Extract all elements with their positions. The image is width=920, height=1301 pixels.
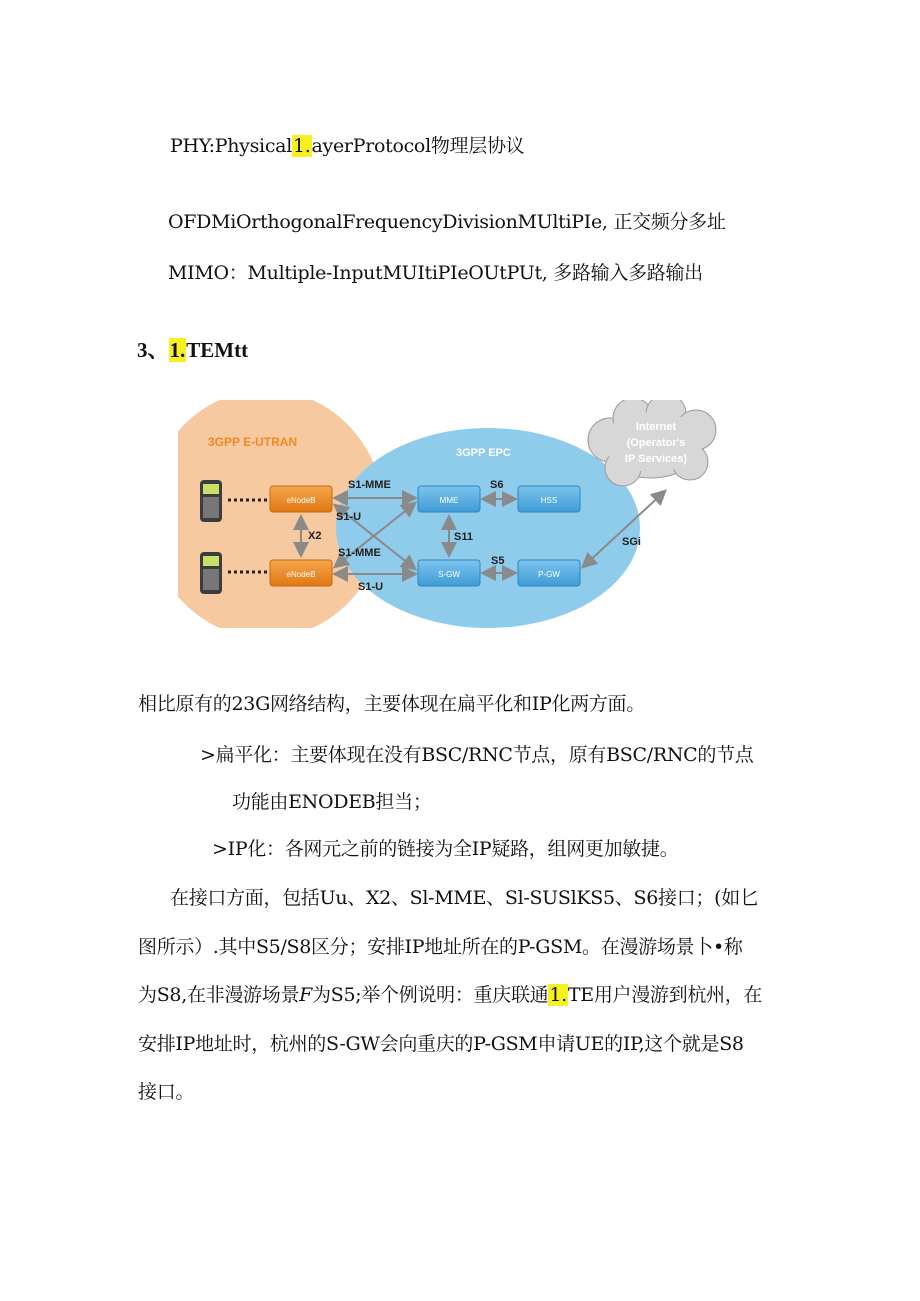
ofdm-definition: OFDMiOrthogonalFrequencyDivisionMUltiPIe, 正交频分多址 (168, 211, 726, 233)
x2-label: X2 (308, 530, 322, 542)
ue-phone-icon (200, 480, 222, 522)
paragraph-interface-2: 图所示）.其中S5/S8区分；安排IP地址所在的P-GSM。在漫游场景卜•称 (138, 936, 743, 958)
s1mme-bottom-label: S1-MME (338, 547, 381, 559)
s1mme-top-label: S1-MME (348, 479, 391, 491)
internet-label-1: Internet (635, 421, 677, 433)
interface-3-mid: 为S5;举个例说明：重庆联通 (312, 984, 549, 1006)
phy-suffix: ayerProtocol物理层协议 (311, 135, 525, 157)
enodeb-top-label: eNodeB (286, 496, 316, 505)
internet-label-3: IP Services) (624, 453, 688, 465)
highlight-mark: 1. (169, 338, 186, 362)
s11-label: S11 (454, 531, 473, 543)
paragraph-interface-1: 在接口方面，包括Uu、X2、Sl-MME、Sl-SUSlKS5、S6接口；(如匕 (170, 887, 759, 909)
highlight-mark: 1. (292, 135, 311, 157)
ue-phone-icon (200, 552, 222, 594)
sgi-label: SGi (622, 536, 641, 548)
paragraph-intro: 相比原有的23G网络结构，主要体现在扁平化和IP化两方面。 (138, 693, 645, 715)
phy-definition (170, 131, 524, 158)
enodeb-bottom-label: eNodeB (286, 570, 316, 579)
heading-suffix: TEMtt (186, 338, 249, 362)
interface-3-italic: F (299, 984, 313, 1006)
heading-prefix: 3、 (137, 338, 169, 362)
bullet-flatten-1: >扁平化：主要体现在没有BSC/RNC节点，原有BSC/RNC的节点 (200, 744, 754, 766)
s1u-bottom-label: S1-U (358, 581, 384, 593)
hss-label: HSS (540, 496, 558, 505)
s6-label: S6 (490, 479, 504, 491)
diagram-svg (178, 400, 748, 628)
interface-3-prefix: 为S8,在非漫游场景 (138, 984, 300, 1006)
internet-label-2: (Operator's (626, 437, 686, 449)
paragraph-interface-5: 接口。 (138, 1081, 195, 1103)
interface-3-suffix: TE用户漫游到杭州，在 (567, 984, 763, 1006)
section-heading (137, 334, 248, 364)
paragraph-interface-3 (138, 980, 762, 1007)
eutran-label: 3GPP E-UTRAN (208, 435, 298, 449)
bullet-ip: >IP化：各网元之前的链接为全IP疑路，组网更加敏捷。 (212, 838, 679, 860)
pgw-label: P-GW (538, 570, 560, 579)
bullet-flatten-2: 功能由ENODEB担当； (232, 791, 432, 813)
highlight-mark: 1. (549, 984, 567, 1006)
mimo-definition: MIMO：Multiple-InputMUItiPIeOUtPUt, 多路输入多路输出 (168, 262, 703, 284)
phy-prefix: PHY:Physical (170, 135, 292, 157)
s5-label: S5 (491, 555, 505, 567)
mme-label: MME (439, 496, 459, 505)
paragraph-interface-4: 安排IP地址时，杭州的S-GW会向重庆的P-GSM申请UE的IP,这个就是S8 (138, 1033, 744, 1055)
lte-architecture-diagram (178, 400, 748, 628)
sgw-label: S-GW (438, 570, 460, 579)
epc-label: 3GPP EPC (456, 447, 511, 459)
s1u-top-label: S1-U (336, 511, 362, 523)
